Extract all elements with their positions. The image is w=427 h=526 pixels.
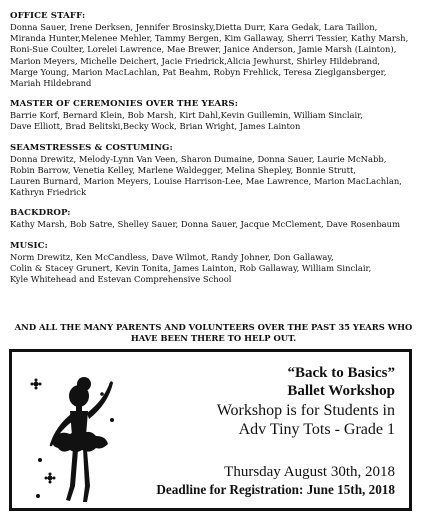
section-names-line: Lauren Burnard, Marion Meyers, Louise Harrison-Lee, Mae Lawrence, Marion MacLachlan, bbox=[10, 176, 402, 187]
section-names-line: Kathryn Friedrick bbox=[10, 187, 87, 198]
section-names-line: Marge Young, Marion MacLachlan, Pat Beahm, Robyn Frehlick, Teresa Zieglgansberger, bbox=[10, 66, 387, 77]
credit-section bbox=[10, 11, 420, 89]
section-names-line: Colin & Stacey Grunert, Kevin Tonita, James Lainton, Rob Gallaway, William Sinclair, bbox=[10, 262, 372, 273]
volunteer-thanks-note bbox=[10, 322, 417, 344]
workshop-subtitle: Ballet Workshop bbox=[287, 383, 395, 399]
section-names-line: Kyle Whitehead and Estevan Comprehensive School bbox=[10, 274, 232, 285]
credit-section bbox=[10, 99, 420, 132]
section-names-line: Marion Meyers, Michelle Deichert, Jacie Friedrick,Alicia Jewhurst, Shirley Hildebrand, bbox=[10, 55, 381, 66]
section-names-line: Dave Elliott, Brad Belitski,Becky Wock, Brian Wright, James Lainton bbox=[10, 121, 301, 132]
section-heading: SEAMSTRESSES & COSTUMING: bbox=[10, 142, 173, 153]
section-heading: BACKDROP: bbox=[10, 208, 71, 219]
credit-section bbox=[10, 241, 420, 286]
thanks-line-1: AND ALL THE MANY PARENTS AND VOLUNTEERS OVER THE PAST 35 YEARS WHO bbox=[14, 322, 413, 332]
section-names-line: Miranda Hunter,Melenee Mehler, Tammy Bergen, Kim Gallaway, Sherri Tessier, Kathy Marsh, bbox=[10, 33, 409, 44]
section-names-line: Donna Drewitz, Melody-Lynn Van Veen, Sharon Dumaine, Donna Sauer, Laurie McNabb, bbox=[10, 153, 387, 164]
section-names-line: Robin Barrow, Venetia Kelley, Marlene Waldegger, Melina Shepley, Bonnie Strutt, bbox=[10, 164, 356, 175]
section-names-line: Kathy Marsh, Bob Satre, Shelley Sauer, Donna Sauer, Jacque McClement, Dave Rosenbaum bbox=[10, 219, 401, 230]
credit-section bbox=[10, 143, 420, 199]
section-names-line: Mariah Hildebrand bbox=[10, 78, 92, 89]
registration-deadline: Deadline for Registration: June 15th, 2018 bbox=[156, 482, 395, 497]
credit-section bbox=[10, 208, 420, 230]
credits-list bbox=[10, 11, 420, 295]
section-names-line: Norm Drewitz, Ken McCandless, Dave Wilmot, Randy Johner, Don Gallaway, bbox=[10, 251, 334, 262]
thanks-line-2: HAVE BEEN THERE TO HELP OUT. bbox=[130, 333, 297, 343]
section-names-line: Barrie Korf, Bernard Klein, Bob Marsh, Kirt Dahl,Kevin Guillemin, William Sinclair, bbox=[10, 110, 363, 121]
section-heading: MASTER OF CEREMONIES OVER THE YEARS: bbox=[10, 99, 238, 110]
workshop-title: “Back to Basics” bbox=[287, 365, 395, 381]
section-heading: OFFICE STAFF: bbox=[10, 11, 86, 21]
workshop-eligibility-line-2: Adv Tiny Tots - Grade 1 bbox=[238, 421, 395, 438]
section-names-line: Donna Sauer, Irene Derksen, Jennifer Brosinsky,Dietta Durr, Kara Gedak, Lara Taillon, bbox=[10, 22, 378, 32]
section-names-line: Roni-Sue Coulter, Lorelei Lawrence, Mae Brewer, Janice Anderson, Jamie Marsh (Lainton), bbox=[10, 44, 397, 55]
workshop-date: Thursday August 30th, 2018 bbox=[224, 464, 395, 480]
ballerina-silhouette-icon bbox=[26, 374, 134, 512]
section-heading: MUSIC: bbox=[10, 240, 48, 251]
workshop-announcement-box bbox=[9, 349, 412, 511]
workshop-details bbox=[125, 364, 395, 499]
workshop-eligibility-line-1: Workshop is for Students in bbox=[216, 402, 395, 419]
